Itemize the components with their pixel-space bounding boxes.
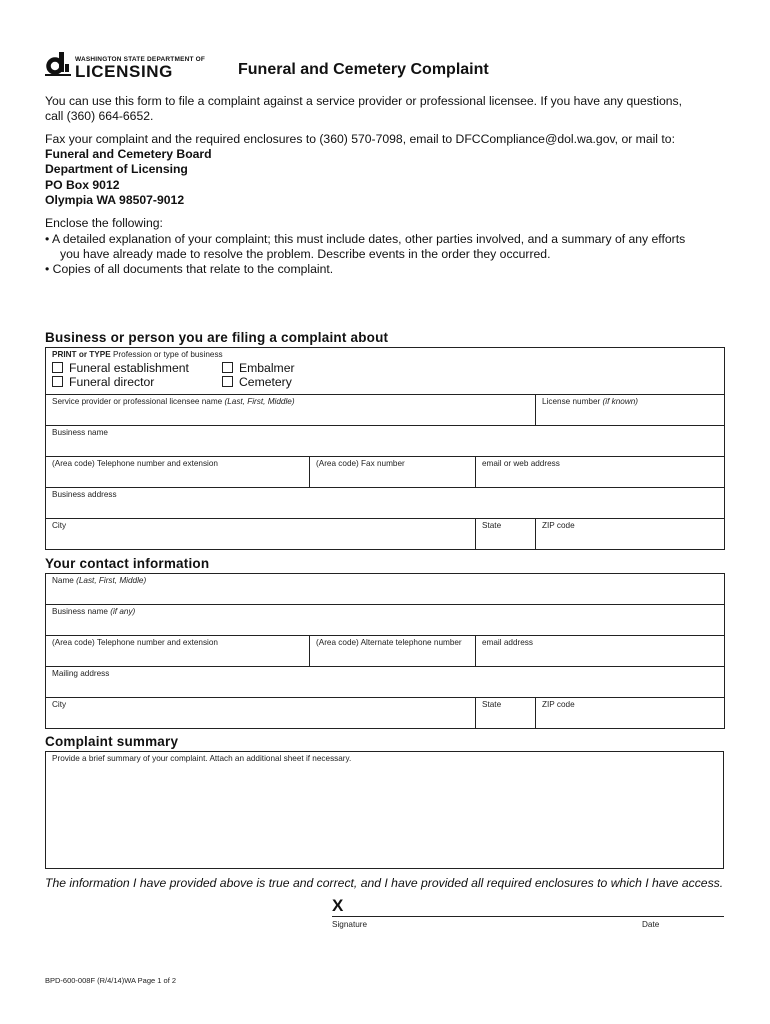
contact-name-hint: (Last, First, Middle) — [76, 576, 147, 585]
contact-business-field[interactable] — [46, 605, 725, 636]
funeral-director-checkbox[interactable] — [52, 376, 63, 387]
business-fax-label: (Area code) Fax number — [316, 459, 405, 468]
funeral-establishment-label: Funeral establishment — [69, 361, 189, 375]
contact-section-heading: Your contact information — [45, 556, 210, 571]
profession-cell — [46, 348, 725, 395]
business-phone-label: (Area code) Telephone number and extension — [52, 459, 218, 468]
mail-address-line-1: Funeral and Cemetery Board — [45, 147, 212, 161]
business-state-label: State — [482, 521, 502, 530]
funeral-establishment-checkbox[interactable] — [52, 362, 63, 373]
mail-address-line-2: Department of Licensing — [45, 162, 188, 176]
contact-phone-label: (Area code) Telephone number and extension — [52, 638, 218, 647]
date-label: Date — [642, 920, 660, 929]
business-city-field[interactable] — [46, 519, 476, 550]
contact-form-table — [45, 573, 725, 729]
funeral-director-label: Funeral director — [69, 375, 155, 389]
licensee-name-field[interactable] — [46, 395, 536, 426]
declaration-text: The information I have provided above is true and correct, and I have provided all required enclosures to which I have access. — [45, 876, 724, 890]
enclose-bullet-2: • Copies of all documents that relate to the complaint. — [45, 262, 334, 276]
signature-line[interactable] — [332, 916, 724, 917]
mailing-address-label: Mailing address — [52, 669, 110, 678]
signature-x-mark: X — [332, 896, 344, 915]
contact-state-field[interactable] — [476, 698, 536, 729]
cemetery-label: Cemetery — [239, 375, 292, 389]
embalmer-checkbox[interactable] — [222, 362, 233, 373]
contact-city-label: City — [52, 700, 67, 709]
business-address-label: Business address — [52, 490, 117, 499]
contact-business-label: Business name — [52, 607, 111, 616]
business-state-field[interactable] — [476, 519, 536, 550]
complaint-summary-hint: Provide a brief summary of your complaint. Attach an additional sheet if necessary. — [52, 754, 352, 763]
contact-state-label: State — [482, 700, 502, 709]
business-web-field[interactable] — [476, 457, 725, 488]
profession-label: Profession or type of business — [110, 350, 223, 359]
contact-email-label: email address — [482, 638, 533, 647]
form-title: Funeral and Cemetery Complaint — [238, 61, 489, 78]
mail-address-line-3: PO Box 9012 — [45, 178, 120, 192]
licensee-name-hint: (Last, First, Middle) — [224, 397, 295, 406]
agency-logo — [45, 50, 206, 82]
summary-section-heading: Complaint summary — [45, 734, 179, 749]
embalmer-label: Embalmer — [239, 361, 295, 375]
contact-zip-field[interactable] — [536, 698, 725, 729]
business-name-label: Business name — [52, 428, 108, 437]
business-section-heading: Business or person you are filing a complaint about — [45, 330, 389, 345]
mailing-address-field[interactable] — [46, 667, 725, 698]
contact-alt-phone-field[interactable] — [310, 636, 476, 667]
fax-instructions: Fax your complaint and the required enclosures to (360) 570-7098, email to DFCCompliance@dol.wa.gov, or mail to: — [45, 132, 675, 146]
contact-name-field[interactable] — [46, 574, 725, 605]
contact-phone-field[interactable] — [46, 636, 310, 667]
contact-alt-phone-label: (Area code) Alternate telephone number — [316, 638, 462, 647]
contact-zip-label: ZIP code — [542, 700, 575, 709]
intro-line-2: call (360) 664-6652. — [45, 109, 154, 123]
license-number-label: License number — [542, 397, 603, 406]
enclose-bullet-1: • A detailed explanation of your complaint; this must include dates, other parties involved, and a summary of any efforts — [45, 232, 686, 246]
business-name-field[interactable] — [46, 426, 725, 457]
contact-business-hint: (if any) — [110, 607, 136, 616]
business-web-label: email or web address — [482, 459, 560, 468]
cemetery-checkbox[interactable] — [222, 376, 233, 387]
enclose-bullet-1-cont: you have already made to resolve the problem. Describe events in the order they occurred. — [60, 247, 551, 261]
intro-line-1: You can use this form to file a complaint against a service provider or professional licensee. If you have any questions, — [45, 94, 683, 108]
signature-label: Signature — [332, 920, 368, 929]
contact-city-field[interactable] — [46, 698, 476, 729]
business-city-label: City — [52, 521, 67, 530]
business-address-field[interactable] — [46, 488, 725, 519]
agency-name-top: WASHINGTON STATE DEPARTMENT OF — [75, 56, 206, 63]
business-zip-label: ZIP code — [542, 521, 575, 530]
complaint-summary-field[interactable] — [46, 752, 724, 869]
mail-address-line-4: Olympia WA 98507-9012 — [45, 193, 185, 207]
business-fax-field[interactable] — [310, 457, 476, 488]
business-zip-field[interactable] — [536, 519, 725, 550]
contact-email-field[interactable] — [476, 636, 725, 667]
business-form-table — [45, 347, 725, 550]
form-footer: BPD-600-008F (R/4/14)WA Page 1 of 2 — [45, 976, 177, 985]
enclose-heading: Enclose the following: — [45, 216, 163, 230]
contact-name-label: Name — [52, 576, 77, 585]
license-number-field[interactable] — [536, 395, 725, 426]
dol-logo-icon — [45, 50, 73, 80]
summary-form-table — [45, 751, 724, 869]
print-or-type-label: PRINT or TYPE — [52, 350, 111, 359]
licensee-name-label: Service provider or professional licensee name — [52, 397, 225, 406]
agency-name-main: LICENSING — [75, 62, 173, 81]
business-phone-field[interactable] — [46, 457, 310, 488]
license-number-hint: (if known) — [602, 397, 639, 406]
